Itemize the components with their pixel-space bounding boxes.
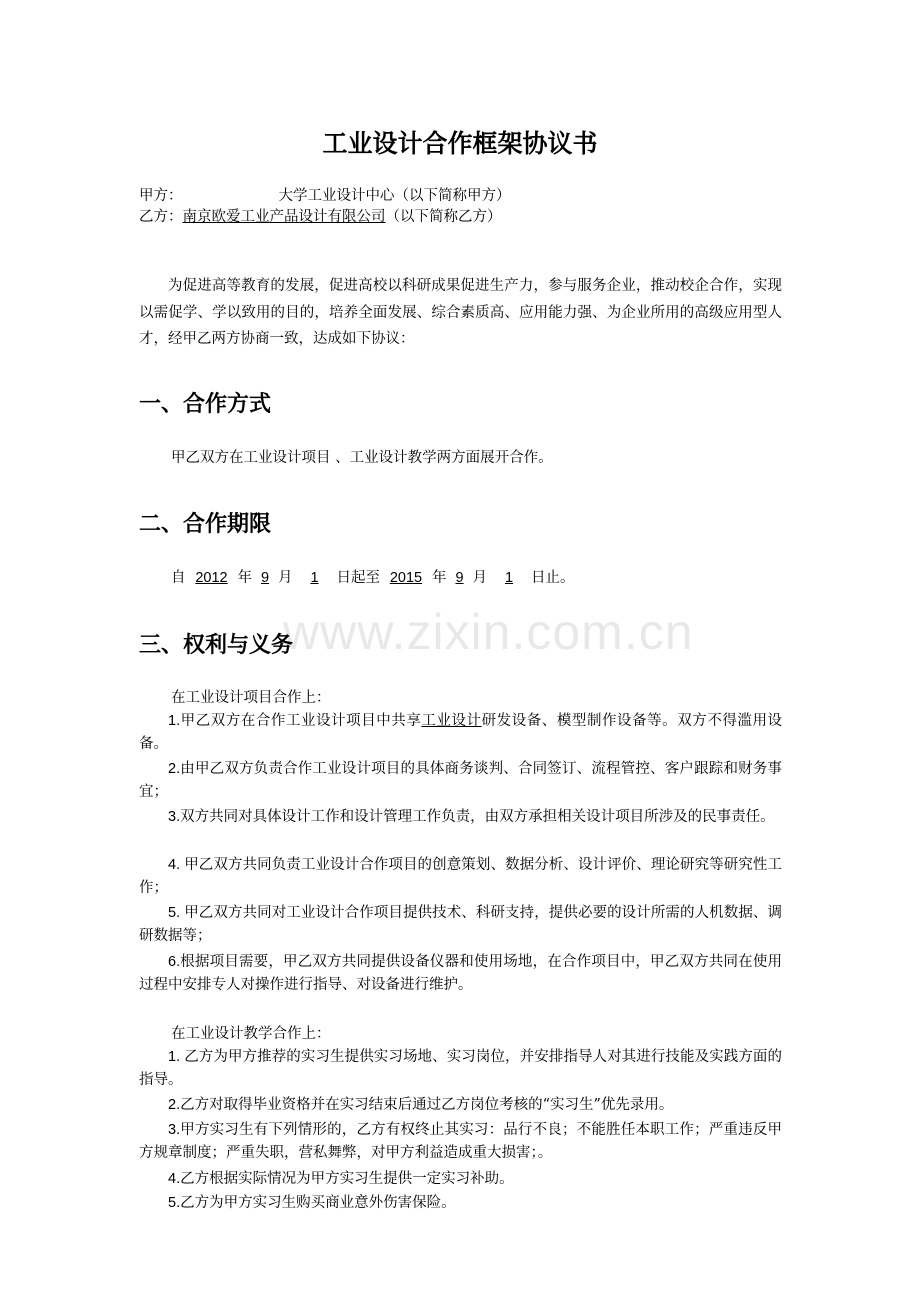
project-item-5: 5. 甲乙双方共同对工业设计合作项目提供技术、科研支持，提供必要的设计所需的人机数据、调研数据等； bbox=[139, 905, 783, 944]
section3-heading: 三、权利与义务 bbox=[139, 633, 294, 658]
project-item-6: 6.根据项目需要，甲乙双方共同提供设备仪器和使用场地，在合作项目中，甲乙双方共同在使用过程中安排专人对操作进行指导、对设备进行维护。 bbox=[139, 954, 782, 993]
party-b-note: （以下简称乙方） bbox=[385, 209, 502, 225]
year-label: 年 bbox=[237, 570, 252, 586]
project-item-2: 2.由甲乙双方负责合作工业设计项目的具体商务谈判、合同签订、流程管控、客户跟踪和财务事宜； bbox=[139, 761, 782, 800]
project-item-4: 4. 甲乙双方共同负责工业设计合作项目的创意策划、数据分析、设计评价、理论研究等研究性工作； bbox=[139, 857, 783, 896]
teaching-item-2: 2.乙方对取得毕业资格并在实习结束后通过乙方岗位考核的“实习生”优先录用。 bbox=[168, 1097, 674, 1113]
start-month: 9 bbox=[260, 570, 270, 586]
party-b-name: 南京欧爱工业产品设计有限公司 bbox=[182, 209, 386, 225]
project-item-1: 1.甲乙双方在合作工业设计项目中共享工业设计研发设备、模型制作设备等。双方不得滥用设备。 bbox=[139, 713, 783, 752]
end-day: 1 bbox=[504, 570, 514, 586]
term-line bbox=[171, 568, 575, 588]
party-a-name: 大学工业设计中心 bbox=[278, 188, 395, 204]
teaching-item-1: 1. 乙方为甲方推荐的实习生提供实习场地、实习岗位，并安排指导人对其进行技能及实践方面的指导。 bbox=[139, 1049, 783, 1088]
document-title: 工业设计合作框架协议书 bbox=[322, 129, 598, 158]
teaching-intro: 在工业设计教学合作上： bbox=[171, 1026, 331, 1042]
section1-heading: 一、合作方式 bbox=[139, 392, 272, 417]
project-item-3: 3.双方共同对具体设计工作和设计管理工作负责，由双方承担相关设计项目所涉及的民事责任。 bbox=[168, 809, 775, 825]
industrial-design-link[interactable]: 工业设计 bbox=[421, 713, 482, 729]
teaching-item-3: 3.甲方实习生有下列情形的，乙方有权终止其实习：品行不良；不能胜任本职工作；严重违反甲方规章制度；严重失职，营私舞弊，对甲方利益造成重大损害；。 bbox=[139, 1122, 782, 1161]
month-label-2: 月 bbox=[472, 570, 487, 586]
start-year: 2012 bbox=[195, 570, 228, 586]
end-year: 2015 bbox=[389, 570, 423, 586]
start-suffix: 日起至 bbox=[336, 570, 380, 586]
party-a-label: 甲方： bbox=[139, 188, 183, 204]
year-label-2: 年 bbox=[432, 570, 447, 586]
end-month: 9 bbox=[455, 570, 464, 586]
party-a-note: （以下简称甲方） bbox=[394, 188, 511, 204]
party-b-line bbox=[139, 207, 502, 227]
month-label: 月 bbox=[278, 570, 293, 586]
project-intro: 在工业设计项目合作上： bbox=[171, 690, 331, 706]
intro-paragraph: 为促进高等教育的发展，促进高校以科研成果促进生产力，参与服务企业，推动校企合作，实现以需促学、学以致用的目的，培养全面发展、综合素质高、应用能力强、为企业所用的高级应用型人才，经甲乙两方协商一致，达成如下协议： bbox=[139, 278, 782, 347]
party-b-label: 乙方： bbox=[139, 209, 183, 225]
end-suffix: 日止。 bbox=[531, 570, 575, 586]
teaching-item-5: 5.乙方为甲方实习生购买商业意外伤害保险。 bbox=[168, 1195, 456, 1211]
start-day: 1 bbox=[310, 570, 319, 586]
watermark: www.zixin.com.cn bbox=[283, 604, 694, 660]
section1-text: 甲乙双方在工业设计项目 、工业设计教学两方面展开合作。 bbox=[171, 450, 553, 466]
section2-heading: 二、合作期限 bbox=[139, 512, 272, 537]
party-a-line bbox=[139, 186, 511, 206]
term-prefix: 自 bbox=[171, 570, 186, 586]
teaching-item-4: 4.乙方根据实际情况为甲方实习生提供一定实习补助。 bbox=[168, 1171, 514, 1187]
